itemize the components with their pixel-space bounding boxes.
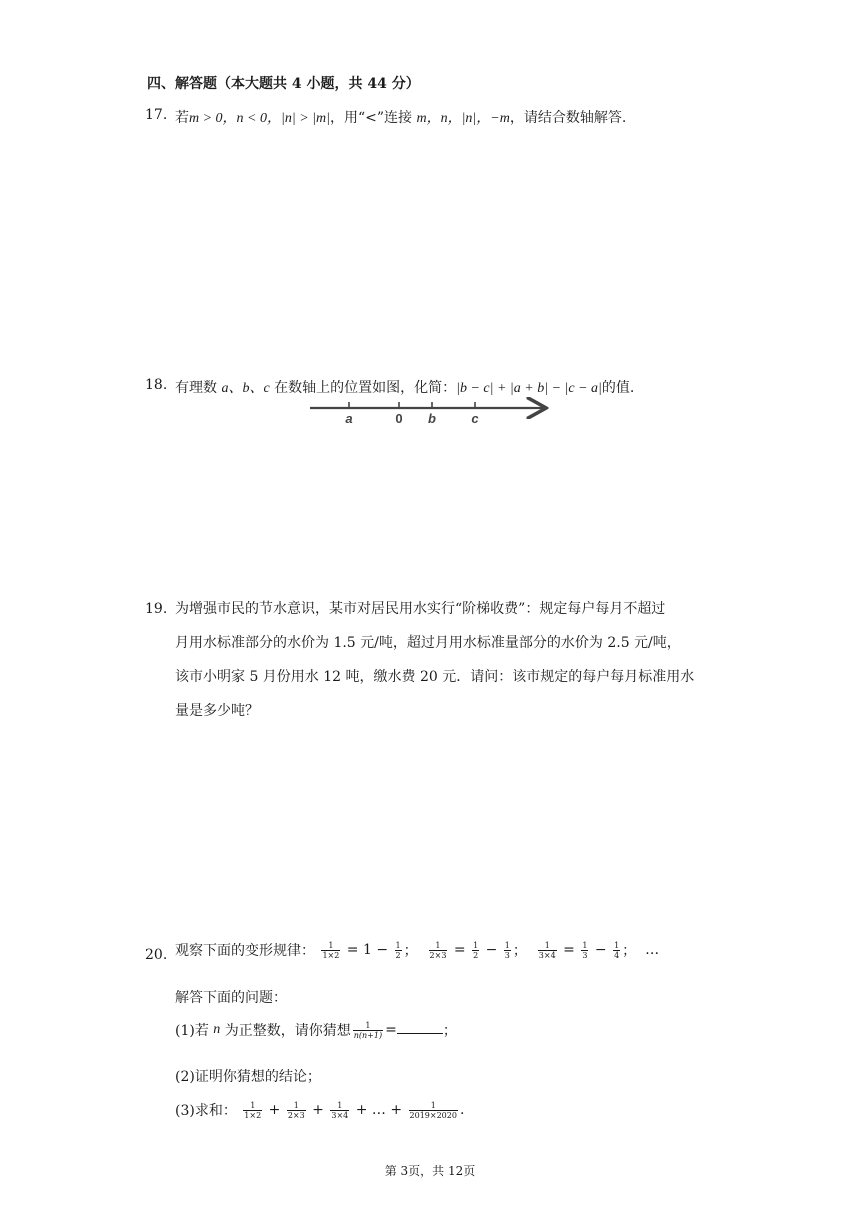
- fraction: $\frac{1}{2}$: [395, 940, 401, 960]
- fraction: $\frac{1}{3}$: [504, 940, 510, 960]
- question-17-number: 17.: [145, 107, 168, 123]
- label-c: c: [471, 411, 479, 426]
- q20-answer-intro: 解答下面的问题：: [175, 990, 287, 1006]
- fraction: $\frac{1}{4}$: [614, 940, 620, 960]
- q19-line: 该市小明家 5 月份用水 12 吨，缴水费 20 元．请问：该市规定的每户每月标准用水: [175, 669, 695, 685]
- question-18-number: 18.: [145, 377, 168, 393]
- q20-part-2: (2)证明你猜想的结论；: [175, 1069, 321, 1085]
- page-footer: 第 3页，共 12页: [384, 1164, 476, 1178]
- fraction: $\frac{1}{3\times 4}$: [331, 1100, 349, 1120]
- label-zero: 0: [395, 411, 403, 426]
- section-title: 四、解答题（本大题共 4 小题，共 44 分）: [147, 76, 420, 92]
- q17-items: m，n，|n|，−m: [416, 111, 510, 126]
- question-17-text: 若m > 0，n < 0，|n| > |m|，用“<”连接 m，n，|n|，−m，请结合数轴解答.: [175, 110, 627, 126]
- fraction: $\frac{1}{2\times 3}$: [287, 1100, 305, 1120]
- q18-expression: |b − c| + |a + b| − |c − a|: [456, 381, 602, 396]
- q20-part-1: (1)若 n 为正整数，请你猜想 $\frac{1}{n(n+1)}$ = ；: [175, 1020, 457, 1040]
- fraction: $\frac{1}{1\times 2}$: [244, 1100, 262, 1120]
- fraction: $\frac{1}{3}$: [582, 940, 588, 960]
- question-20-number: 20.: [145, 947, 168, 963]
- question-19-text: [175, 592, 694, 728]
- q20-rules: 观察下面的变形规律： $\frac{1}{1\times 2}$ = 1 − $\frac{1}{2}$ ； $\frac{1}{2\times 3}$ = $\frac{1}{2}$ − $\frac{1}{3}$ ； $\frac{1}{3\times 4}$ = $\frac{1}{3}$ − $\frac{1}{4}$ ； …: [175, 940, 660, 960]
- q19-line: 为增强市民的节水意识，某市对居民用水实行“阶梯收费”：规定每户每月不超过: [175, 601, 666, 617]
- q17-condition: m > 0，n < 0，|n| > |m|: [189, 111, 330, 126]
- q19-line: 月用水标准部分的水价为 1.5 元/吨，超过月用水标准量部分的水价为 2.5 元/吨，: [175, 635, 681, 651]
- number-line-figure: [300, 396, 560, 428]
- fraction: $\frac{1}{n(n+1)}$: [353, 1020, 383, 1040]
- fraction: $\frac{1}{1\times 2}$: [322, 940, 340, 960]
- fraction: $\frac{1}{2}$: [473, 940, 479, 960]
- fraction: $\frac{1}{2019\times 2020}$: [409, 1100, 457, 1120]
- fraction: $\frac{1}{2\times 3}$: [429, 940, 447, 960]
- label-a: a: [345, 411, 353, 426]
- q20-part-3: (3)求和： $\frac{1}{1\times 2}$ + $\frac{1}{2\times 3}$ + $\frac{1}{3\times 4}$ + … + $\frac{1}{2019\times 2020}$ .: [175, 1100, 465, 1120]
- label-b: b: [428, 411, 436, 426]
- fraction: $\frac{1}{3\times 4}$: [538, 940, 556, 960]
- question-19-number: 19.: [145, 601, 168, 617]
- question-18-text: 有理数 a、b、c 在数轴上的位置如图，化简：|b − c| + |a + b| − |c − a|的值.: [175, 380, 635, 396]
- q19-line: 量是多少吨？: [175, 703, 259, 719]
- answer-blank: [397, 1021, 443, 1034]
